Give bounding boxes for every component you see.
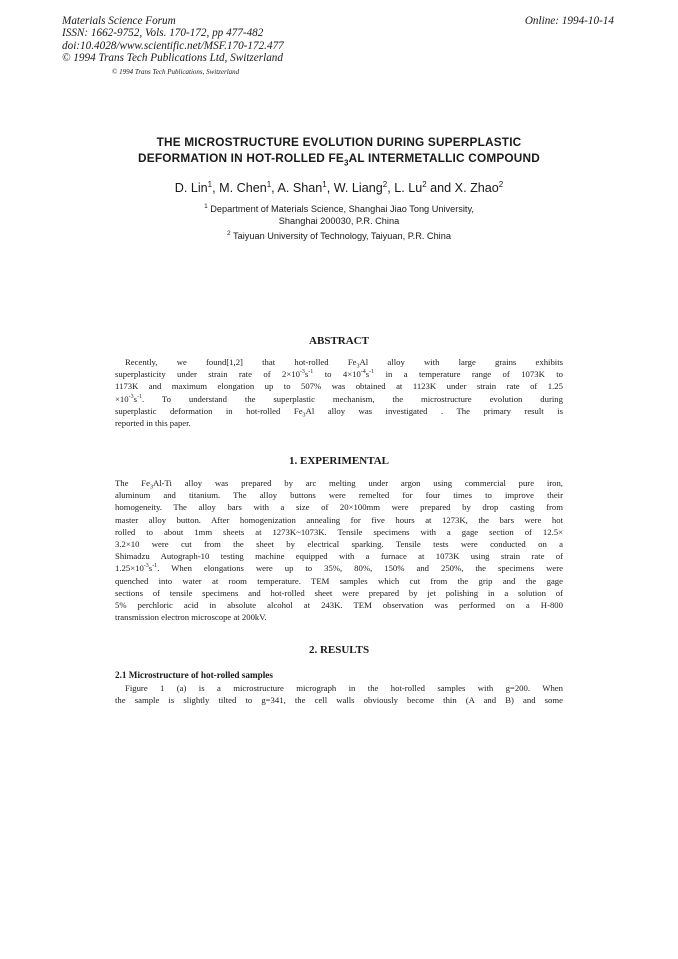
results-line: the sample is slightly tilted to g=341, the cell walls obviously become thin (A and B) and some xyxy=(115,695,563,706)
author-list: D. Lin$^1$, M. Chen$^1$, A. Shan$^1$, W. Liang$^2$, L. Lu$^2$ and X. Zhao$^2$ xyxy=(174,179,504,195)
journal-name: Materials Science Forum xyxy=(62,15,176,27)
abstract-body xyxy=(115,356,563,429)
subsection-heading: 2.1 Microstructure of hot-rolled samples xyxy=(115,670,273,680)
abstract-heading: ABSTRACT xyxy=(309,335,369,347)
experimental-line: Shimadzu Autograph-10 testing machine equipped with a furnace at 1073K using strain rate of xyxy=(115,551,563,562)
experimental-line: 3.2×10 were cut from the sheet by electrical sparking. Tensile tests were conducted on a xyxy=(115,539,563,550)
abstract-line: superplastic deformation in hot-rolled $Fe_3Al$ alloy was investigated . The primary result is xyxy=(115,405,563,419)
title-line-1: THE MICROSTRUCTURE EVOLUTION DURING SUPERPLASTIC xyxy=(156,135,522,149)
results-heading: 2. RESULTS xyxy=(308,644,370,656)
affiliation-2: $^2$ Taiyuan University of Technology, Taiyuan, P.R. China xyxy=(227,229,451,241)
experimental-heading: 1. EXPERIMENTAL xyxy=(288,455,390,467)
experimental-line: The $Fe_3Al-Ti$ alloy was prepared by arc melting under argon using commercial pure iron, xyxy=(115,478,563,491)
abstract-line: superplasticity under strain rate of $2\times 10^{-3}s^{-1}$ to $4\times 10^{-4}s^{-1}$ in a temperature range of 1073K to xyxy=(115,369,563,380)
experimental-line: quenched into water at room temperature. TEM samples which cut from the grip and the gage xyxy=(115,575,563,586)
results-body xyxy=(115,682,563,706)
experimental-line: rolled to about 1mm sheets at 1273K~1073K. Tensile specimens with a gage section of 12.5× xyxy=(115,526,563,537)
doi-line: doi:10.4028/www.scientific.net/MSF.170-172.477 xyxy=(62,39,284,52)
issn-line: ISSN: 1662-9752, Vols. 170-172, pp 477-482 xyxy=(62,27,264,40)
abstract-line: Recently, we found[1,2] that hot-rolled $Fe_3Al$ alloy with large grains exhibits xyxy=(125,357,564,370)
abstract-line: reported in this paper. xyxy=(115,418,191,429)
copyright-line: © 1994 Trans Tech Publications Ltd, Switzerland xyxy=(62,52,283,65)
results-line: Figure 1 (a) is a microstructure micrograph in the hot-rolled samples with g=200. When xyxy=(125,683,563,693)
experimental-line: $1.25\times 10^{-3}s^{-1}$. When elongations were up to 35%, 80%, 150% and 250%, the specimens were xyxy=(115,563,563,574)
experimental-line: sections of tensile specimens and hot-rolled sheet were prepared by jet polishing in a solution of xyxy=(115,587,563,598)
journal-header xyxy=(62,15,284,65)
experimental-line: homogeneity. The alloy bars with a size of 20×100mm were prepared by drop casting from xyxy=(115,502,563,513)
abstract-line: $\times 10^{-3}s^{-1}$. To understand the superplastic mechanism, the microstructure evolution during xyxy=(115,393,563,404)
experimental-body xyxy=(115,477,563,623)
experimental-line: transmission electron microscope at 200kV. xyxy=(115,612,267,623)
experimental-line: aluminum and titanium. The alloy buttons were remelted for four times to improve their xyxy=(115,490,563,501)
abstract-line: 1173K and maximum elongation up to 507% was obtained at 1123K under strain rate of 1.25 xyxy=(115,381,563,392)
experimental-line: 5% perchloric acid in absolute alcohol at 243K. TEM observation was performed on a H-800 xyxy=(115,600,563,611)
experimental-line: master alloy button. After homogenization annealing for five hours at 1273K, the bars were hot xyxy=(115,514,563,525)
title-line-2: DEFORMATION IN HOT-ROLLED $FE_3AL$ INTERMETALLIC COMPOUND xyxy=(138,150,540,167)
print-copyright: © 1994 Trans Tech Publications, Switzerland xyxy=(112,68,240,76)
affiliation-1: $^1$ Department of Materials Science, Shanghai Jiao Tong University, Shanghai 200030, P.R. China xyxy=(204,202,474,227)
online-date: Online: 1994-10-14 xyxy=(524,15,614,27)
paper-title xyxy=(60,135,618,166)
